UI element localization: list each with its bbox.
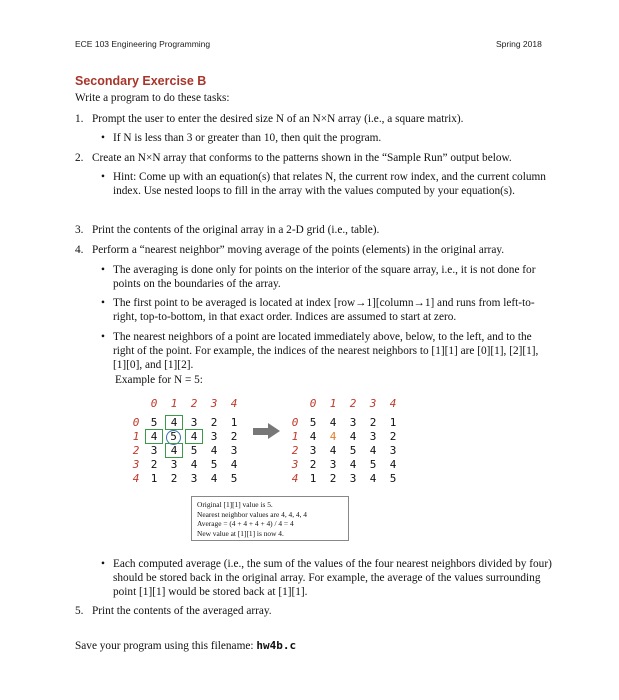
task-number: 4. [75, 244, 84, 256]
array-cell: 4 [210, 444, 218, 457]
task-5 [75, 604, 272, 618]
array-cell: 3 [309, 444, 317, 457]
array-cell: 5 [190, 444, 198, 457]
task-number: 2. [75, 152, 84, 164]
task-text: Prompt the user to enter the desired size N of an N×N array (i.e., a square matrix). [92, 113, 464, 125]
array-cell: 5 [389, 472, 397, 485]
task-4-bullet: • The nearest neighbors of a point are located immediately above, below, to the left, and to the right of the point. For example, the indices of the nearest neighbors to [1][1] are [0][1], [2][1], [1][0], and [1][2]. [113, 330, 553, 372]
array-cell: 4 [389, 458, 397, 471]
term-header: Spring 2018 [496, 39, 542, 49]
row-index: 4 [291, 472, 299, 485]
array-cell: 5 [166, 430, 181, 445]
array-cell: 3 [349, 472, 357, 485]
column-index: 1 [329, 397, 337, 410]
row-index: 2 [291, 444, 299, 457]
column-index: 2 [349, 397, 357, 410]
task-4-bullet: • The averaging is done only for points on the interior of the square array, i.e., it is not done for points on the boundaries of the array. [113, 263, 553, 291]
row-index: 3 [291, 458, 299, 471]
array-cell: 4 [329, 416, 337, 429]
array-cell: 4 [329, 430, 337, 443]
array-cell: 3 [349, 416, 357, 429]
task-1 [75, 112, 464, 126]
array-cell: 4 [146, 430, 162, 443]
task-2 [75, 151, 512, 165]
task-2-bullet: • Hint: Come up with an equation(s) that relates N, the current row index, and the current column index. Use nested loops to fill in the array with the values computed by your equation(s). [113, 170, 551, 198]
array-cell: 5 [309, 416, 317, 429]
task-text: Print the contents of the original array in a 2-D grid (i.e., table). [92, 224, 380, 236]
example-note-box [191, 496, 349, 541]
column-index: 1 [170, 397, 178, 410]
example-label: Example for N = 5: [115, 374, 203, 386]
array-cell: 4 [186, 430, 202, 443]
note-line: Average = (4 + 4 + 4 + 4) / 4 = 4 [197, 519, 294, 528]
task-1-bullet: • If N is less than 3 or greater than 10, then quit the program. [113, 131, 553, 145]
column-index: 0 [150, 397, 158, 410]
task-4-bullet: • Each computed average (i.e., the sum of the values of the four nearest neighbors divided by four) should be stored back in the original array. For example, the average of the values surrounding point [1][1] would be stored back at [1][1]. [113, 557, 553, 599]
array-cell: 3 [369, 430, 377, 443]
array-cell: 1 [389, 416, 397, 429]
course-header: ECE 103 Engineering Programming [75, 39, 211, 49]
array-cell: 3 [230, 444, 238, 457]
array-cell: 4 [309, 430, 317, 443]
array-cell: 4 [166, 444, 182, 457]
array-cell: 2 [230, 430, 238, 443]
array-cell: 2 [329, 472, 337, 485]
array-cell: 3 [329, 458, 337, 471]
column-index: 3 [369, 397, 377, 410]
save-text: Save your program using this filename: [75, 640, 254, 652]
array-cell: 4 [166, 416, 182, 429]
task-number: 1. [75, 113, 84, 125]
array-cell: 2 [309, 458, 317, 471]
task-number: 3. [75, 224, 84, 236]
array-cell: 4 [369, 444, 377, 457]
array-cell: 1 [150, 472, 158, 485]
task-4 [75, 243, 504, 257]
array-cell: 4 [329, 444, 337, 457]
task-text: Print the contents of the averaged array. [92, 605, 272, 617]
array-cell: 2 [170, 472, 178, 485]
array-cell: 4 [210, 472, 218, 485]
column-index: 0 [309, 397, 317, 410]
intro-text: Write a program to do these tasks: [75, 92, 230, 104]
array-cell: 5 [230, 472, 238, 485]
array-cell: 5 [349, 444, 357, 457]
array-cell: 3 [190, 416, 198, 429]
array-cell: 4 [190, 458, 198, 471]
array-cell: 3 [389, 444, 397, 457]
array-cell: 3 [210, 430, 218, 443]
column-index: 2 [190, 397, 198, 410]
array-cell: 5 [210, 458, 218, 471]
column-index: 3 [210, 397, 218, 410]
array-cell: 2 [389, 430, 397, 443]
column-index: 4 [230, 397, 238, 410]
row-index: 3 [132, 458, 140, 471]
row-index: 4 [132, 472, 140, 485]
array-cell: 4 [369, 472, 377, 485]
filename: hw4b.c [256, 639, 297, 652]
array-cell: 4 [230, 458, 238, 471]
exercise-title: Secondary Exercise B [75, 74, 207, 88]
array-cell: 4 [349, 430, 357, 443]
array-cell: 5 [150, 416, 158, 429]
note-line: Original [1][1] value is 5. [197, 500, 273, 509]
row-index: 1 [132, 430, 140, 443]
array-cell: 3 [150, 444, 158, 457]
array-cell: 3 [170, 458, 178, 471]
task-text: Create an N×N array that conforms to the patterns shown in the “Sample Run” output below. [92, 152, 512, 164]
row-index: 0 [291, 416, 299, 429]
task-3 [75, 223, 379, 237]
save-instruction [75, 639, 296, 653]
array-cell: 1 [230, 416, 238, 429]
array-cell: 2 [150, 458, 158, 471]
array-cell: 2 [369, 416, 377, 429]
array-cell: 1 [309, 472, 317, 485]
task-text: Perform a “nearest neighbor” moving average of the points (elements) in the original array. [92, 244, 505, 256]
note-line: New value at [1][1] is now 4. [197, 528, 284, 538]
array-cell: 3 [190, 472, 198, 485]
row-index: 2 [132, 444, 140, 457]
array-cell: 5 [369, 458, 377, 471]
note-line: Nearest neighbor values are 4, 4, 4, 4 [197, 509, 308, 519]
task-number: 5. [75, 605, 84, 617]
array-cell: 4 [349, 458, 357, 471]
task-4-bullet: • The first point to be averaged is located at index [row→1][column→1] and runs from left-to-right, top-to-bottom, in that exact order. Indices are assumed to start at zero. [113, 296, 553, 324]
column-index: 4 [389, 397, 397, 410]
row-index: 0 [132, 416, 140, 429]
array-cell: 2 [210, 416, 218, 429]
row-index: 1 [291, 430, 299, 443]
